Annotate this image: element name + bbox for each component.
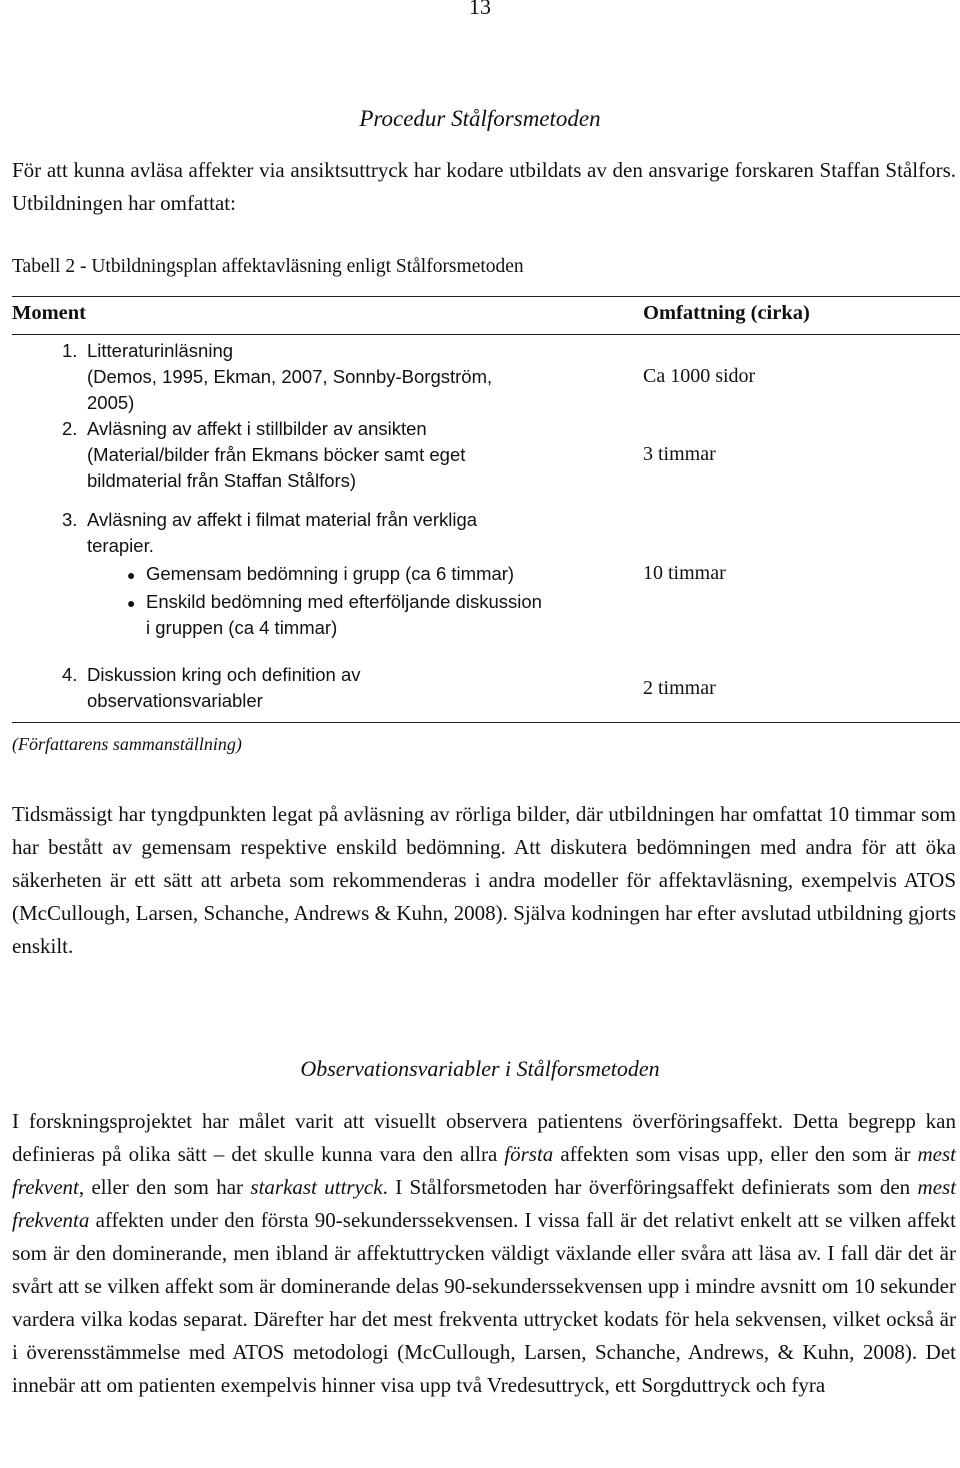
row-amount: 10 timmar bbox=[643, 562, 726, 584]
table-bottom-rule bbox=[12, 722, 960, 723]
intro-paragraph: För att kunna avläsa affekter via ansiktsuttryck har kodare utbildats av den ansvarige forskaren Staffan Stålfors. Utbildningen har omfattat: bbox=[12, 158, 956, 215]
row-line: Diskussion kring och definition av bbox=[87, 664, 361, 685]
row-line: (Material/bilder från Ekmans böcker samt eget bbox=[87, 444, 466, 465]
column-header-omfattning: Omfattning (cirka) bbox=[643, 302, 810, 324]
emphasis: mest frekventa bbox=[12, 1175, 957, 1232]
body-paragraph: Tidsmässigt har tyngdpunkten legat på avläsning av rörliga bilder, där utbildningen har omfattat 10 timmar som har bestått av gemensam respektive enskild bedömning. Att diskutera bedömningen med andra för att öka säkerheten är ett sätt att arbeta som rekommenderas i andra modeller för affektavläsning, exempelvis ATOS (McCullough, Larsen, Schanche, Andrews & Kuhn, 2008). Själva kodningen har efter avslutad utbildning gjorts enskilt. bbox=[12, 802, 956, 958]
row-number: 1. bbox=[62, 340, 78, 361]
row-line: 2005) bbox=[87, 392, 135, 413]
text-run: . I Stålforsmetoden har överföringsaffekt definierats som den bbox=[382, 1175, 911, 1199]
table-source: (Författarens sammanställning) bbox=[12, 734, 242, 754]
row-line: terapier. bbox=[87, 535, 154, 556]
text-run: affekten under den första 90-sekunderssekvensen. I vissa fall är det relativt enkelt att se vilken affekt som är den dominerande, men ibland är affektuttrycken väldigt växlande eller svåra att läsa av. I fall där det är svårt att se vilken affekt som är dominerande delas 90-sekunderssekvensen upp i mindre avsnitt om 10 sekunder vardera vilka kodas separat. Därefter har det mest frekventa uttrycket kodats för hela sekvensen, vilket också är i överensstämmelse med ATOS metodologi (McCullough, Larsen, Schanche, Andrews, & Kuhn, 2008). Det innebär att om patienten exempelvis hinner visa upp två Vredesuttryck, ett Sorgduttryck och fyra bbox=[12, 1208, 956, 1397]
section-heading-observationsvariabler: Observationsvariabler i Stålforsmetoden bbox=[300, 1056, 660, 1081]
bullet-dot: ● bbox=[127, 567, 136, 583]
emphasis: mest frekvent bbox=[12, 1142, 957, 1199]
row-amount: 2 timmar bbox=[643, 677, 716, 699]
row-line: Avläsning av affekt i stillbilder av ansikten bbox=[87, 418, 427, 439]
row-line: Litteraturinläsning bbox=[87, 340, 234, 361]
bullet-text: i gruppen (ca 4 timmar) bbox=[146, 617, 338, 638]
page-number: 13 bbox=[469, 0, 491, 19]
row-line: bildmaterial från Staffan Stålfors) bbox=[87, 470, 357, 491]
text-run: I forskningsprojektet har målet varit att visuellt observera patientens överföringsaffekt. Detta begrepp kan definieras på olika sätt – det skulle kunna vara den allra bbox=[12, 1109, 956, 1166]
text-run: affekten som visas upp, eller den som är bbox=[560, 1142, 911, 1166]
row-number: 3. bbox=[62, 509, 78, 530]
emphasis: första bbox=[504, 1142, 554, 1166]
row-line: Avläsning av affekt i filmat material från verkliga bbox=[87, 509, 478, 530]
row-line: observationsvariabler bbox=[87, 690, 263, 711]
text-run: , eller den som har bbox=[78, 1175, 244, 1199]
row-amount: 3 timmar bbox=[643, 443, 716, 465]
body-paragraph-observation bbox=[12, 1105, 956, 1402]
section-heading-procedur: Procedur Stålforsmetoden bbox=[359, 106, 601, 131]
bullet-dot: ● bbox=[127, 595, 136, 611]
row-number: 2. bbox=[62, 418, 78, 439]
bullet-text: Enskild bedömning med efterföljande diskussion bbox=[146, 591, 542, 612]
emphasis: starkast uttryck bbox=[250, 1175, 383, 1199]
column-header-moment: Moment bbox=[12, 302, 87, 324]
row-amount: Ca 1000 sidor bbox=[643, 365, 756, 387]
table-caption: Tabell 2 - Utbildningsplan affektavläsning enligt Stålforsmetoden bbox=[12, 256, 524, 277]
row-line: (Demos, 1995, Ekman, 2007, Sonnby-Borgström, bbox=[87, 366, 493, 387]
row-number: 4. bbox=[62, 664, 78, 685]
bullet-text: Gemensam bedömning i grupp (ca 6 timmar) bbox=[146, 563, 515, 584]
table-top-rule bbox=[12, 296, 960, 297]
header-bottom-rule bbox=[12, 334, 960, 335]
